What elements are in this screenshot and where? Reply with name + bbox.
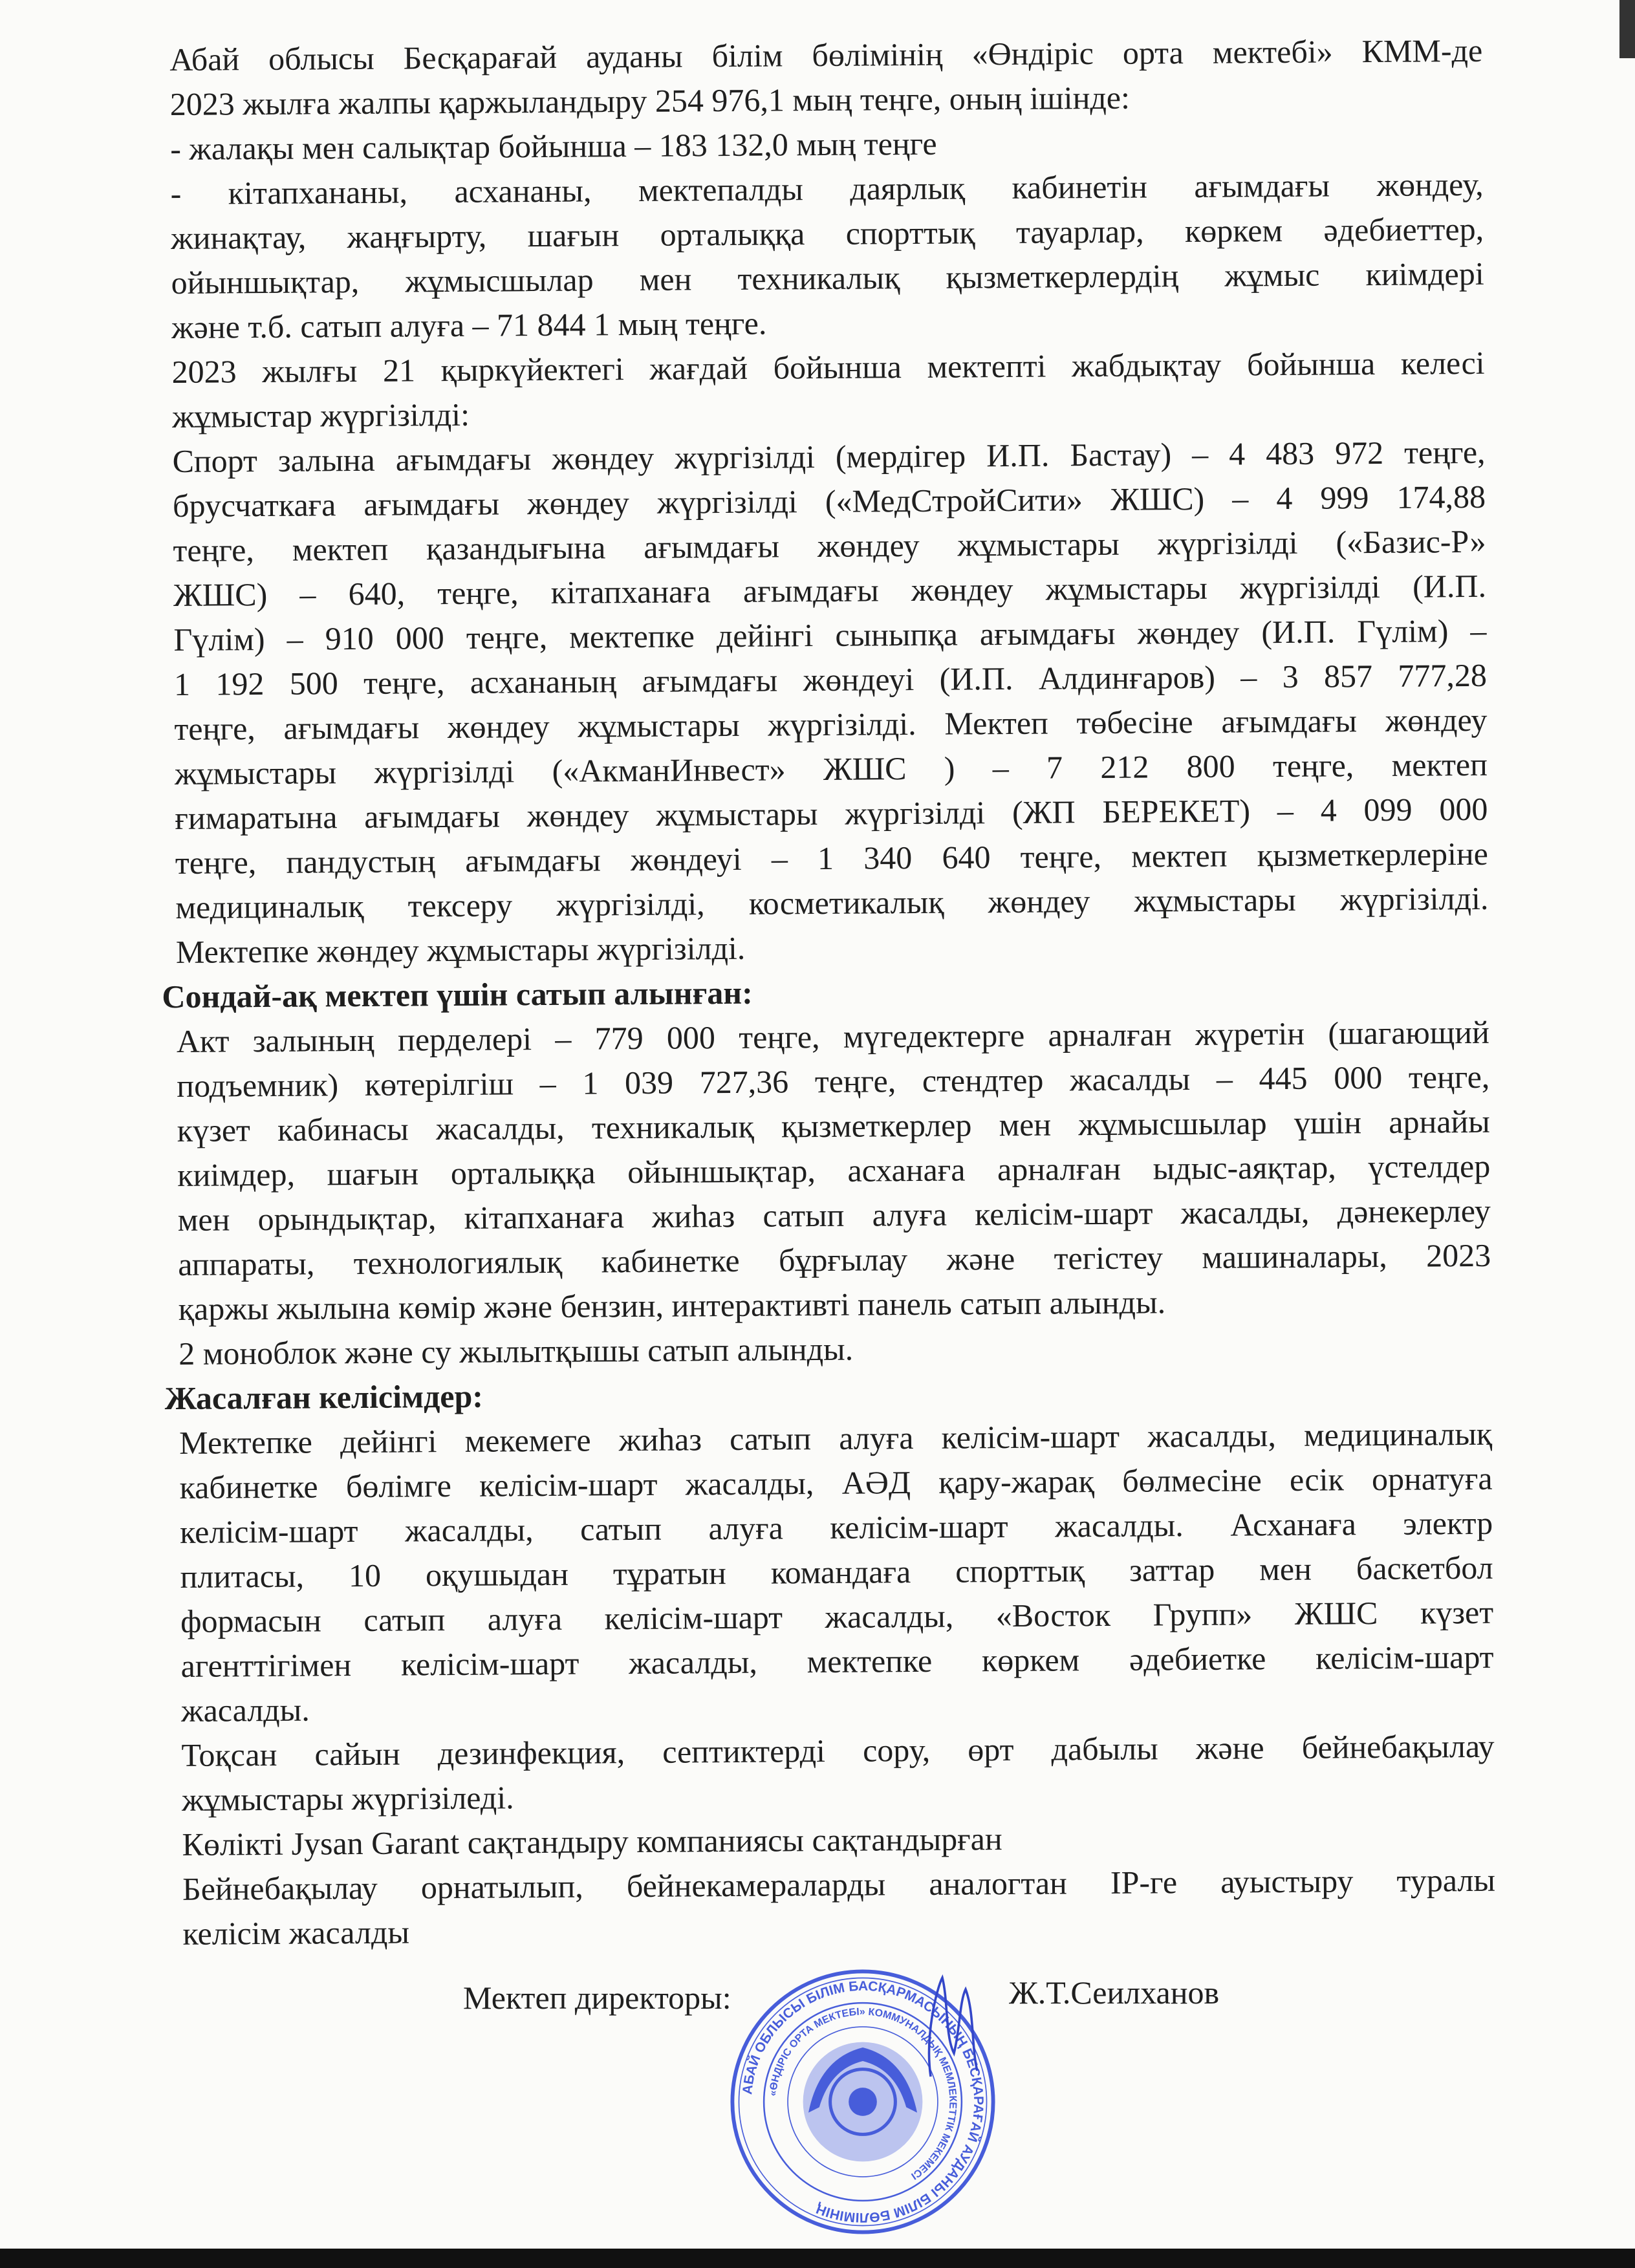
text-line: кабинетке бөлімге келісім-шарт жасалды, АӘД қару-жарақ бөлмесіне есік орнатуға — [179, 1460, 1493, 1506]
paragraph — [171, 341, 1485, 439]
text-line: мен орындықтар, кітапханаға жиһаз сатып алуға келісім-шарт жасалды, дәнекерлеу — [177, 1192, 1491, 1238]
text-line: агенттігімен келісім-шарт жасалды, мектепке көркем әдебиетке келісім-шарт — [180, 1638, 1494, 1684]
text-line: киімдер, шағын орталыққа ойыншықтар, асханаға арналған ыдыс-аяқтар, үстелдер — [177, 1147, 1491, 1193]
text-line: Акт залының перделері – 779 000 теңге, мүгедектерге арналған жүретін (шагающий — [176, 1013, 1489, 1059]
paragraph — [179, 1412, 1494, 1733]
paragraph — [170, 162, 1484, 350]
text-line: және т.б. сатып алуға – 71 844 1 мың теңге. — [171, 305, 767, 345]
text-line: ойыншықтар, жұмысшылар мен техникалық қызметкерлердің жұмыс киімдері — [171, 255, 1484, 301]
text-line: қаржы жылына көмір және бензин, интерактивті панель сатып алынды. — [178, 1284, 1166, 1327]
text-line: ғимаратына ағымдағы жөндеу жұмыстары жүргізілді (ЖП БЕРЕКЕТ) – 4 099 000 — [175, 790, 1488, 836]
text-line: жұмыстары жүргізілді («АкманИнвест» ЖШС ) – 7 212 800 теңге, мектеп — [174, 746, 1488, 792]
text-line: теңге, мектеп қазандығына ағымдағы жөндеу жұмыстары жүргізілді («Базис-Р» — [173, 523, 1486, 568]
text-line: аппараты, технологиялық кабинетке бұрғылау және тегістеу машиналары, 2023 — [178, 1237, 1491, 1282]
handwritten-signature — [918, 1966, 990, 2082]
text-line: Гүлім) – 910 000 теңге, мектепке дейінгі сыныпқа ағымдағы жөндеу (И.П. Гүлім) – — [173, 612, 1487, 658]
text-line: жұмыстар жүргізілді: — [171, 396, 470, 435]
text-line: подъемник) көтерілгіш – 1 039 727,36 теңге, стендтер жасалды – 445 000 теңге, — [177, 1058, 1490, 1104]
text-line: келісім-шарт жасалды, сатып алуға келісім-шарт жасалды. Асханаға электр — [179, 1504, 1493, 1550]
text-line: жинақтау, жаңғырту, шағын орталыққа спорттық тауарлар, көркем әдебиеттер, — [170, 210, 1484, 256]
text-line: Тоқсан сайын дезинфекция, септиктерді сору, өрт дабылы және бейнебақылау — [181, 1727, 1495, 1773]
text-line: плитасы, 10 оқушыдан тұратын командаға спорттық заттар мен баскетбол — [180, 1549, 1493, 1595]
scan-edge — [1619, 0, 1635, 58]
text-line: Бейнебақылау орнатылып, бейнекамераларды аналогтан IP-ге ауыстыру туралы — [182, 1861, 1496, 1907]
text-line: брусчаткаға ағымдағы жөндеу жүргізілді («МедСтройСити» ЖШС) – 4 999 174,88 — [172, 478, 1486, 524]
stamp-outer-text: АБАЙ ОБЛЫСЫ БІЛІМ БАСҚАРМАСЫНЫҢ БЕСҚАРАҒАЙ АУДАНЫ БІЛІМ БӨЛІМІНІҢ — [740, 1978, 986, 2225]
paragraph — [182, 1858, 1496, 1956]
text-line: Көлікті Jysan Garant сақтандыру компаниясы сақтандырған — [182, 1820, 1002, 1863]
text-line: Жасалған келісімдер: — [164, 1377, 484, 1417]
text-line: Сондай-ақ мектеп үшін сатып алынған: — [162, 974, 753, 1015]
text-line: теңге, пандустың ағымдағы жөндеуі – 1 340 640 теңге, мектеп қызметкерлеріне — [175, 835, 1489, 881]
text-line: күзет кабинасы жасалды, техникалық қызметкерлер мен жұмысшылар үшін арнайы — [177, 1103, 1490, 1149]
text-line: Спорт залына ағымдағы жөндеу жүргізілді (мердігер И.П. Бастау) – 4 483 972 теңге, — [172, 433, 1486, 479]
text-line: Мектепке жөндеу жұмыстары жүргізілді. — [175, 929, 746, 970]
state-emblem-icon — [803, 2042, 923, 2162]
document-body — [162, 28, 1496, 1956]
paragraph — [181, 1724, 1495, 1822]
text-line: Абай облысы Бесқарағай ауданы білім бөлімінің «Өндіріс орта мектебі» КММ-де — [169, 32, 1483, 78]
text-line: теңге, ағымдағы жөндеу жұмыстары жүргізілді. Мектеп төбесіне ағымдағы жөндеу — [174, 701, 1488, 747]
text-line: келісім жасалды — [182, 1914, 410, 1952]
text-line: - кітапхананы, асхананы, мектепалды даярлық кабинетін ағымдағы жөндеу, — [170, 166, 1484, 211]
text-line: 1 192 500 теңге, асхананың ағымдағы жөндеуі (И.П. Алдинғаров) – 3 857 777,28 — [173, 656, 1488, 702]
text-line: ЖШС) – 640, теңге, кітапханаға ағымдағы жөндеу жұмыстары жүргізілді (И.П. — [173, 567, 1487, 613]
text-line: 2023 жылға жалпы қаржыландыру 254 976,1 мың теңге, оның ішінде: — [169, 79, 1131, 122]
signature-title: Мектеп директоры: — [463, 1980, 731, 2016]
text-line: Мектепке дейінгі мекемеге жиһаз сатып алуға келісім-шарт жасалды, медициналық — [179, 1415, 1493, 1461]
signatory-name: Ж.Т.Сеилханов — [1009, 1974, 1220, 2011]
paragraph — [177, 1010, 1491, 1332]
text-line: медициналық тексеру жүргізілді, косметикалық жөндеу жұмыстары жүргізілді. — [175, 880, 1489, 925]
paragraph — [172, 430, 1489, 975]
text-line: 2 моноблок және су жылытқышы сатып алынды. — [179, 1330, 854, 1372]
paragraph — [169, 28, 1483, 127]
text-line: жұмыстары жүргізіледі. — [181, 1779, 514, 1818]
text-line: жасалды. — [180, 1691, 310, 1729]
text-line: 2023 жылғы 21 қыркүйектегі жағдай бойынша мектепті жабдықтау бойынша келесі — [171, 344, 1485, 390]
text-line: - жалақы мен салықтар бойынша – 183 132,0 мың теңге — [170, 125, 937, 167]
text-line: формасын сатып алуға келісім-шарт жасалды, «Восток Групп» ЖШС күзет — [180, 1593, 1494, 1639]
scan-border — [0, 2249, 1635, 2268]
stamp-inner-text: «ӨНДІРІС ОРТА МЕКТЕБІ» КОММУНАЛДЫҚ МЕМЛЕКЕТТІК МЕКЕМЕСІ — [767, 2006, 958, 2182]
